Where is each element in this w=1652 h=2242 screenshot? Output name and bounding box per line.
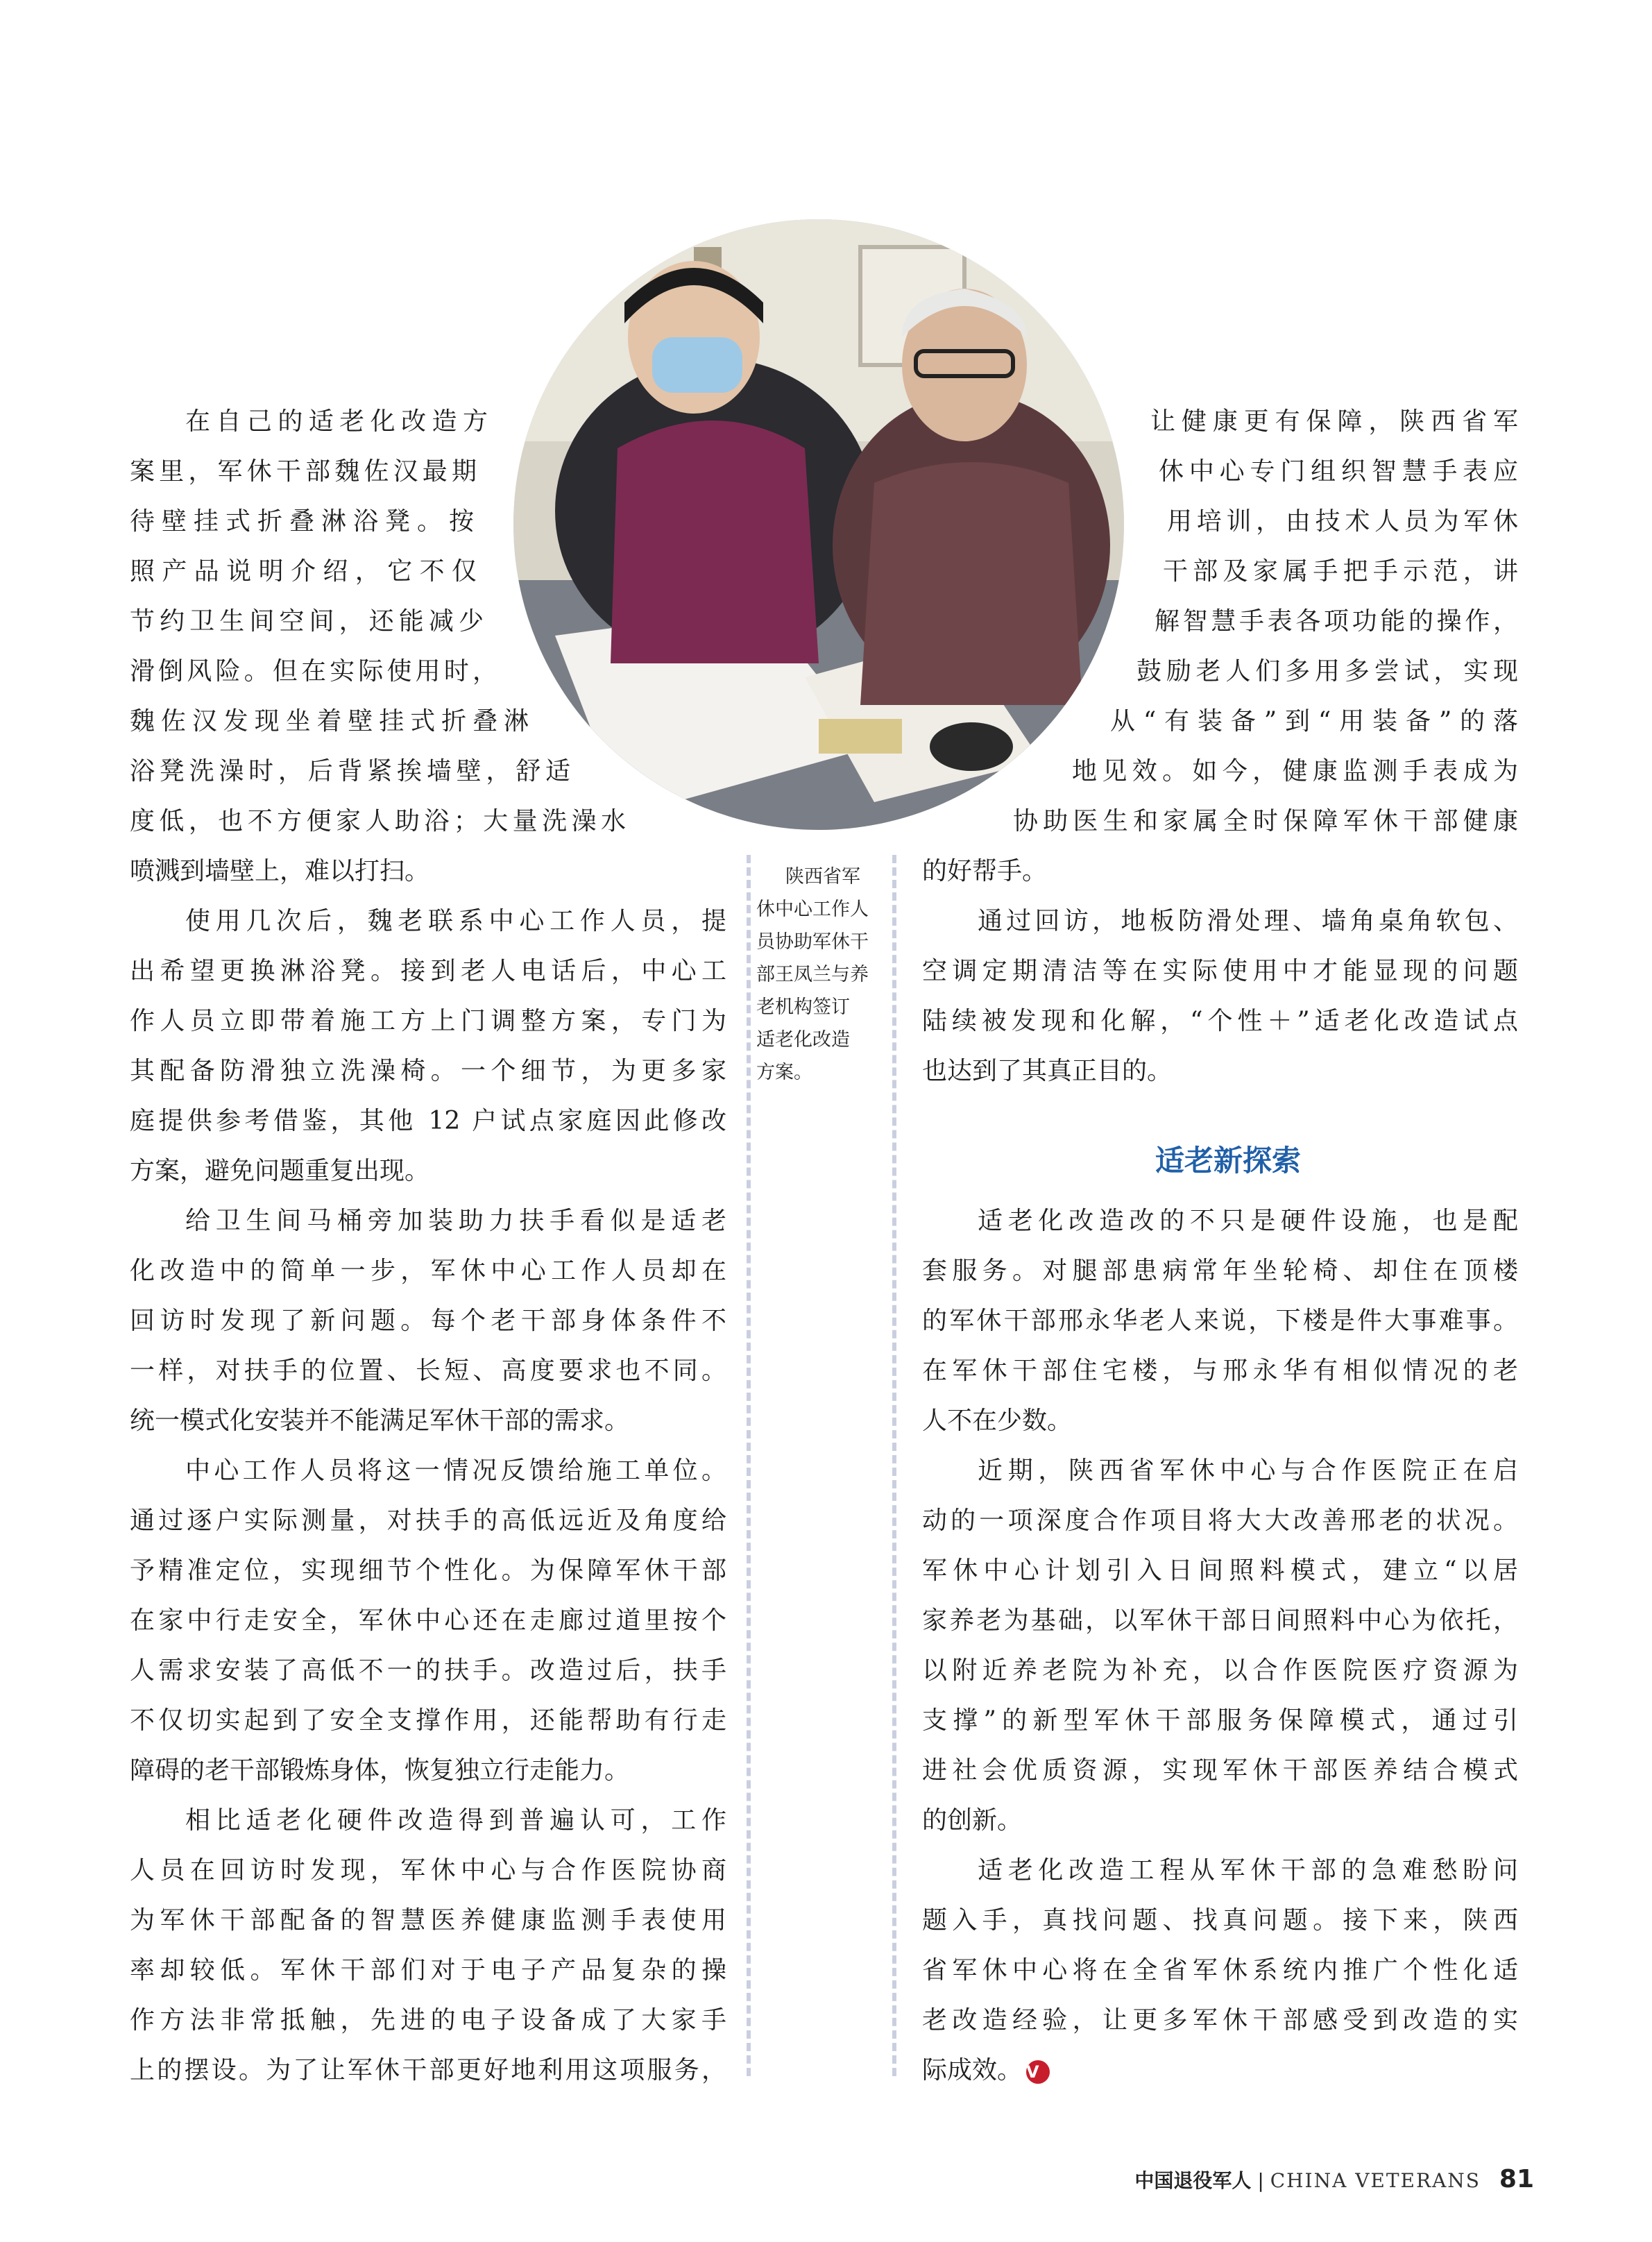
left-line: 为军休干部配备的智慧医养健康监测手表使用 bbox=[130, 1906, 726, 1935]
left-line: 率却较低。军休干部们对于电子产品复杂的操 bbox=[130, 1956, 726, 1985]
left-line: 照产品说明介绍，它不仅 bbox=[130, 557, 477, 586]
left-line: 统一模式化安装并不能满足军休干部的需求。 bbox=[130, 1407, 630, 1435]
right-line: 解智慧手表各项功能的操作， bbox=[1155, 607, 1518, 636]
right-line: 鼓励老人们多用多尝试，实现 bbox=[1136, 657, 1518, 686]
right-line: 支撑”的新型军休干部服务保障模式，通过引 bbox=[922, 1706, 1518, 1735]
right-line: 从“有装备”到“用装备”的落 bbox=[1110, 707, 1518, 736]
right-line: 老改造经验，让更多军休干部感受到改造的实 bbox=[922, 2006, 1518, 2035]
footer-separator: | bbox=[1257, 2169, 1264, 2192]
left-line: 出希望更换淋浴凳。接到老人电话后，中心工 bbox=[130, 957, 726, 985]
left-line: 化改造中的简单一步，军休中心工作人员却在 bbox=[130, 1257, 726, 1285]
right-line: 空调定期清洁等在实际使用中才能显现的问题 bbox=[922, 957, 1518, 985]
left-line: 魏佐汉发现坐着壁挂式折叠淋 bbox=[130, 707, 529, 736]
caption-line: 适老化改造 bbox=[756, 1029, 850, 1051]
left-line: 回访时发现了新问题。每个老干部身体条件不 bbox=[130, 1307, 726, 1335]
left-line: 上的摆设。为了让军休干部更好地利用这项服务， bbox=[130, 2056, 726, 2084]
caption-divider-right bbox=[892, 855, 896, 2076]
right-line: 通过回访，地板防滑处理、墙角桌角软包、 bbox=[978, 907, 1518, 935]
left-line: 予精准定位，实现细节个性化。为保障军休干部 bbox=[130, 1556, 726, 1585]
left-line: 给卫生间马桶旁加装助力扶手看似是适老 bbox=[185, 1207, 726, 1235]
right-line: 的好帮手。 bbox=[922, 857, 1048, 885]
left-line: 中心工作人员将这一情况反馈给施工单位。 bbox=[185, 1457, 726, 1485]
closing-text: 际成效。 bbox=[922, 2056, 1023, 2084]
right-line: 家养老为基础，以军休干部日间照料中心为依托， bbox=[922, 1606, 1518, 1635]
caption-line: 陕西省军 bbox=[785, 866, 860, 888]
left-line: 度低，也不方便家人助浴；大量洗澡水 bbox=[130, 807, 626, 835]
left-line: 庭提供参考借鉴，其他 12 户试点家庭因此修改 bbox=[130, 1107, 726, 1135]
right-line: 在军休干部住宅楼，与邢永华有相似情况的老 bbox=[922, 1357, 1518, 1385]
caption-line: 休中心工作人 bbox=[756, 899, 869, 920]
caption-divider-left bbox=[747, 855, 751, 2076]
photo-caption bbox=[756, 860, 881, 1089]
left-line: 其配备防滑独立洗澡椅。一个细节，为更多家 bbox=[130, 1057, 726, 1085]
page-footer bbox=[1134, 2165, 1534, 2193]
section-heading: 适老新探索 bbox=[1155, 1144, 1301, 1178]
right-line: 陆续被发现和化解，“个性＋”适老化改造试点 bbox=[922, 1007, 1518, 1035]
left-line: 喷溅到墙壁上，难以打扫。 bbox=[130, 857, 430, 885]
right-line: 人不在少数。 bbox=[922, 1407, 1073, 1435]
right-line: 的创新。 bbox=[922, 1806, 1023, 1835]
right-line: 军休中心计划引入日间照料模式，建立“以居 bbox=[922, 1556, 1518, 1585]
left-line: 一样，对扶手的位置、长短、高度要求也不同。 bbox=[130, 1357, 726, 1385]
caption-line: 方案。 bbox=[756, 1062, 812, 1083]
left-line: 滑倒风险。但在实际使用时， bbox=[130, 657, 497, 686]
right-line: 地见效。如今，健康监测手表成为 bbox=[1072, 757, 1518, 785]
caption-line: 老机构签订 bbox=[756, 996, 850, 1018]
left-line: 人员在回访时发现，军休中心与合作医院协商 bbox=[130, 1856, 726, 1885]
left-line: 在自己的适老化改造方 bbox=[185, 407, 488, 436]
caption-line: 员协助军休干 bbox=[756, 931, 869, 953]
left-line: 人需求安装了高低不一的扶手。改造过后，扶手 bbox=[130, 1656, 726, 1685]
article-photo bbox=[513, 219, 1124, 830]
left-line: 在家中行走安全，军休中心还在走廊过道里按个 bbox=[130, 1606, 726, 1635]
page-number: 81 bbox=[1499, 2165, 1534, 2193]
end-mark-icon: V bbox=[1026, 2060, 1050, 2084]
left-line: 通过逐户实际测量，对扶手的高低远近及角度给 bbox=[130, 1506, 726, 1535]
left-line: 不仅切实起到了安全支撑作用，还能帮助有行走 bbox=[130, 1706, 726, 1735]
right-line: 休中心专门组织智慧手表应 bbox=[1159, 457, 1518, 486]
right-line: 动的一项深度合作项目将大大改善邢老的状况。 bbox=[922, 1506, 1518, 1535]
right-line: 的军休干部邢永华老人来说，下楼是件大事难事。 bbox=[922, 1307, 1518, 1335]
right-line: 也达到了其真正目的。 bbox=[922, 1057, 1173, 1085]
left-line: 浴凳洗澡时，后背紧挨墙壁，舒适 bbox=[130, 757, 570, 785]
left-line: 案里，军休干部魏佐汉最期 bbox=[130, 457, 477, 486]
right-line: 以附近养老院为补充，以合作医院医疗资源为 bbox=[922, 1656, 1518, 1685]
caption-line: 部王凤兰与养 bbox=[756, 964, 869, 985]
right-line: 进社会优质资源，实现军休干部医养结合模式 bbox=[922, 1756, 1518, 1785]
right-line: 省军休中心将在全省军休系统内推广个性化适 bbox=[922, 1956, 1518, 1985]
left-line: 作方法非常抵触，先进的电子设备成了大家手 bbox=[130, 2006, 726, 2035]
right-line: 题入手，真找问题、找真问题。接下来，陕西 bbox=[922, 1906, 1518, 1935]
right-line: 适老化改造工程从军休干部的急难愁盼问 bbox=[978, 1856, 1518, 1885]
right-line bbox=[922, 2058, 1050, 2086]
right-line: 适老化改造改的不只是硬件设施，也是配 bbox=[978, 1207, 1518, 1235]
left-line: 方案，避免问题重复出现。 bbox=[130, 1157, 430, 1185]
right-line: 用培训，由技术人员为军休 bbox=[1167, 507, 1518, 536]
magazine-name: 中国退役军人 bbox=[1134, 2169, 1252, 2192]
right-line: 协助医生和家属全时保障军休干部健康 bbox=[1013, 807, 1518, 835]
magazine-english-name: CHINA VETERANS bbox=[1270, 2169, 1481, 2192]
right-line: 近期，陕西省军休中心与合作医院正在启 bbox=[978, 1457, 1518, 1485]
left-line: 节约卫生间空间，还能减少 bbox=[130, 607, 484, 636]
left-line: 待壁挂式折叠淋浴凳。按 bbox=[130, 507, 474, 536]
left-line: 相比适老化硬件改造得到普遍认可，工作 bbox=[185, 1806, 726, 1835]
left-line: 作人员立即带着施工方上门调整方案，专门为 bbox=[130, 1007, 726, 1035]
left-line: 障碍的老干部锻炼身体，恢复独立行走能力。 bbox=[130, 1756, 630, 1785]
left-line: 使用几次后，魏老联系中心工作人员，提 bbox=[185, 907, 726, 935]
right-line: 让健康更有保障，陕西省军 bbox=[1150, 407, 1518, 436]
photo-illustration bbox=[513, 219, 1124, 830]
right-line: 套服务。对腿部患病常年坐轮椅、却住在顶楼 bbox=[922, 1257, 1518, 1285]
right-line: 干部及家属手把手示范，讲 bbox=[1163, 557, 1518, 586]
